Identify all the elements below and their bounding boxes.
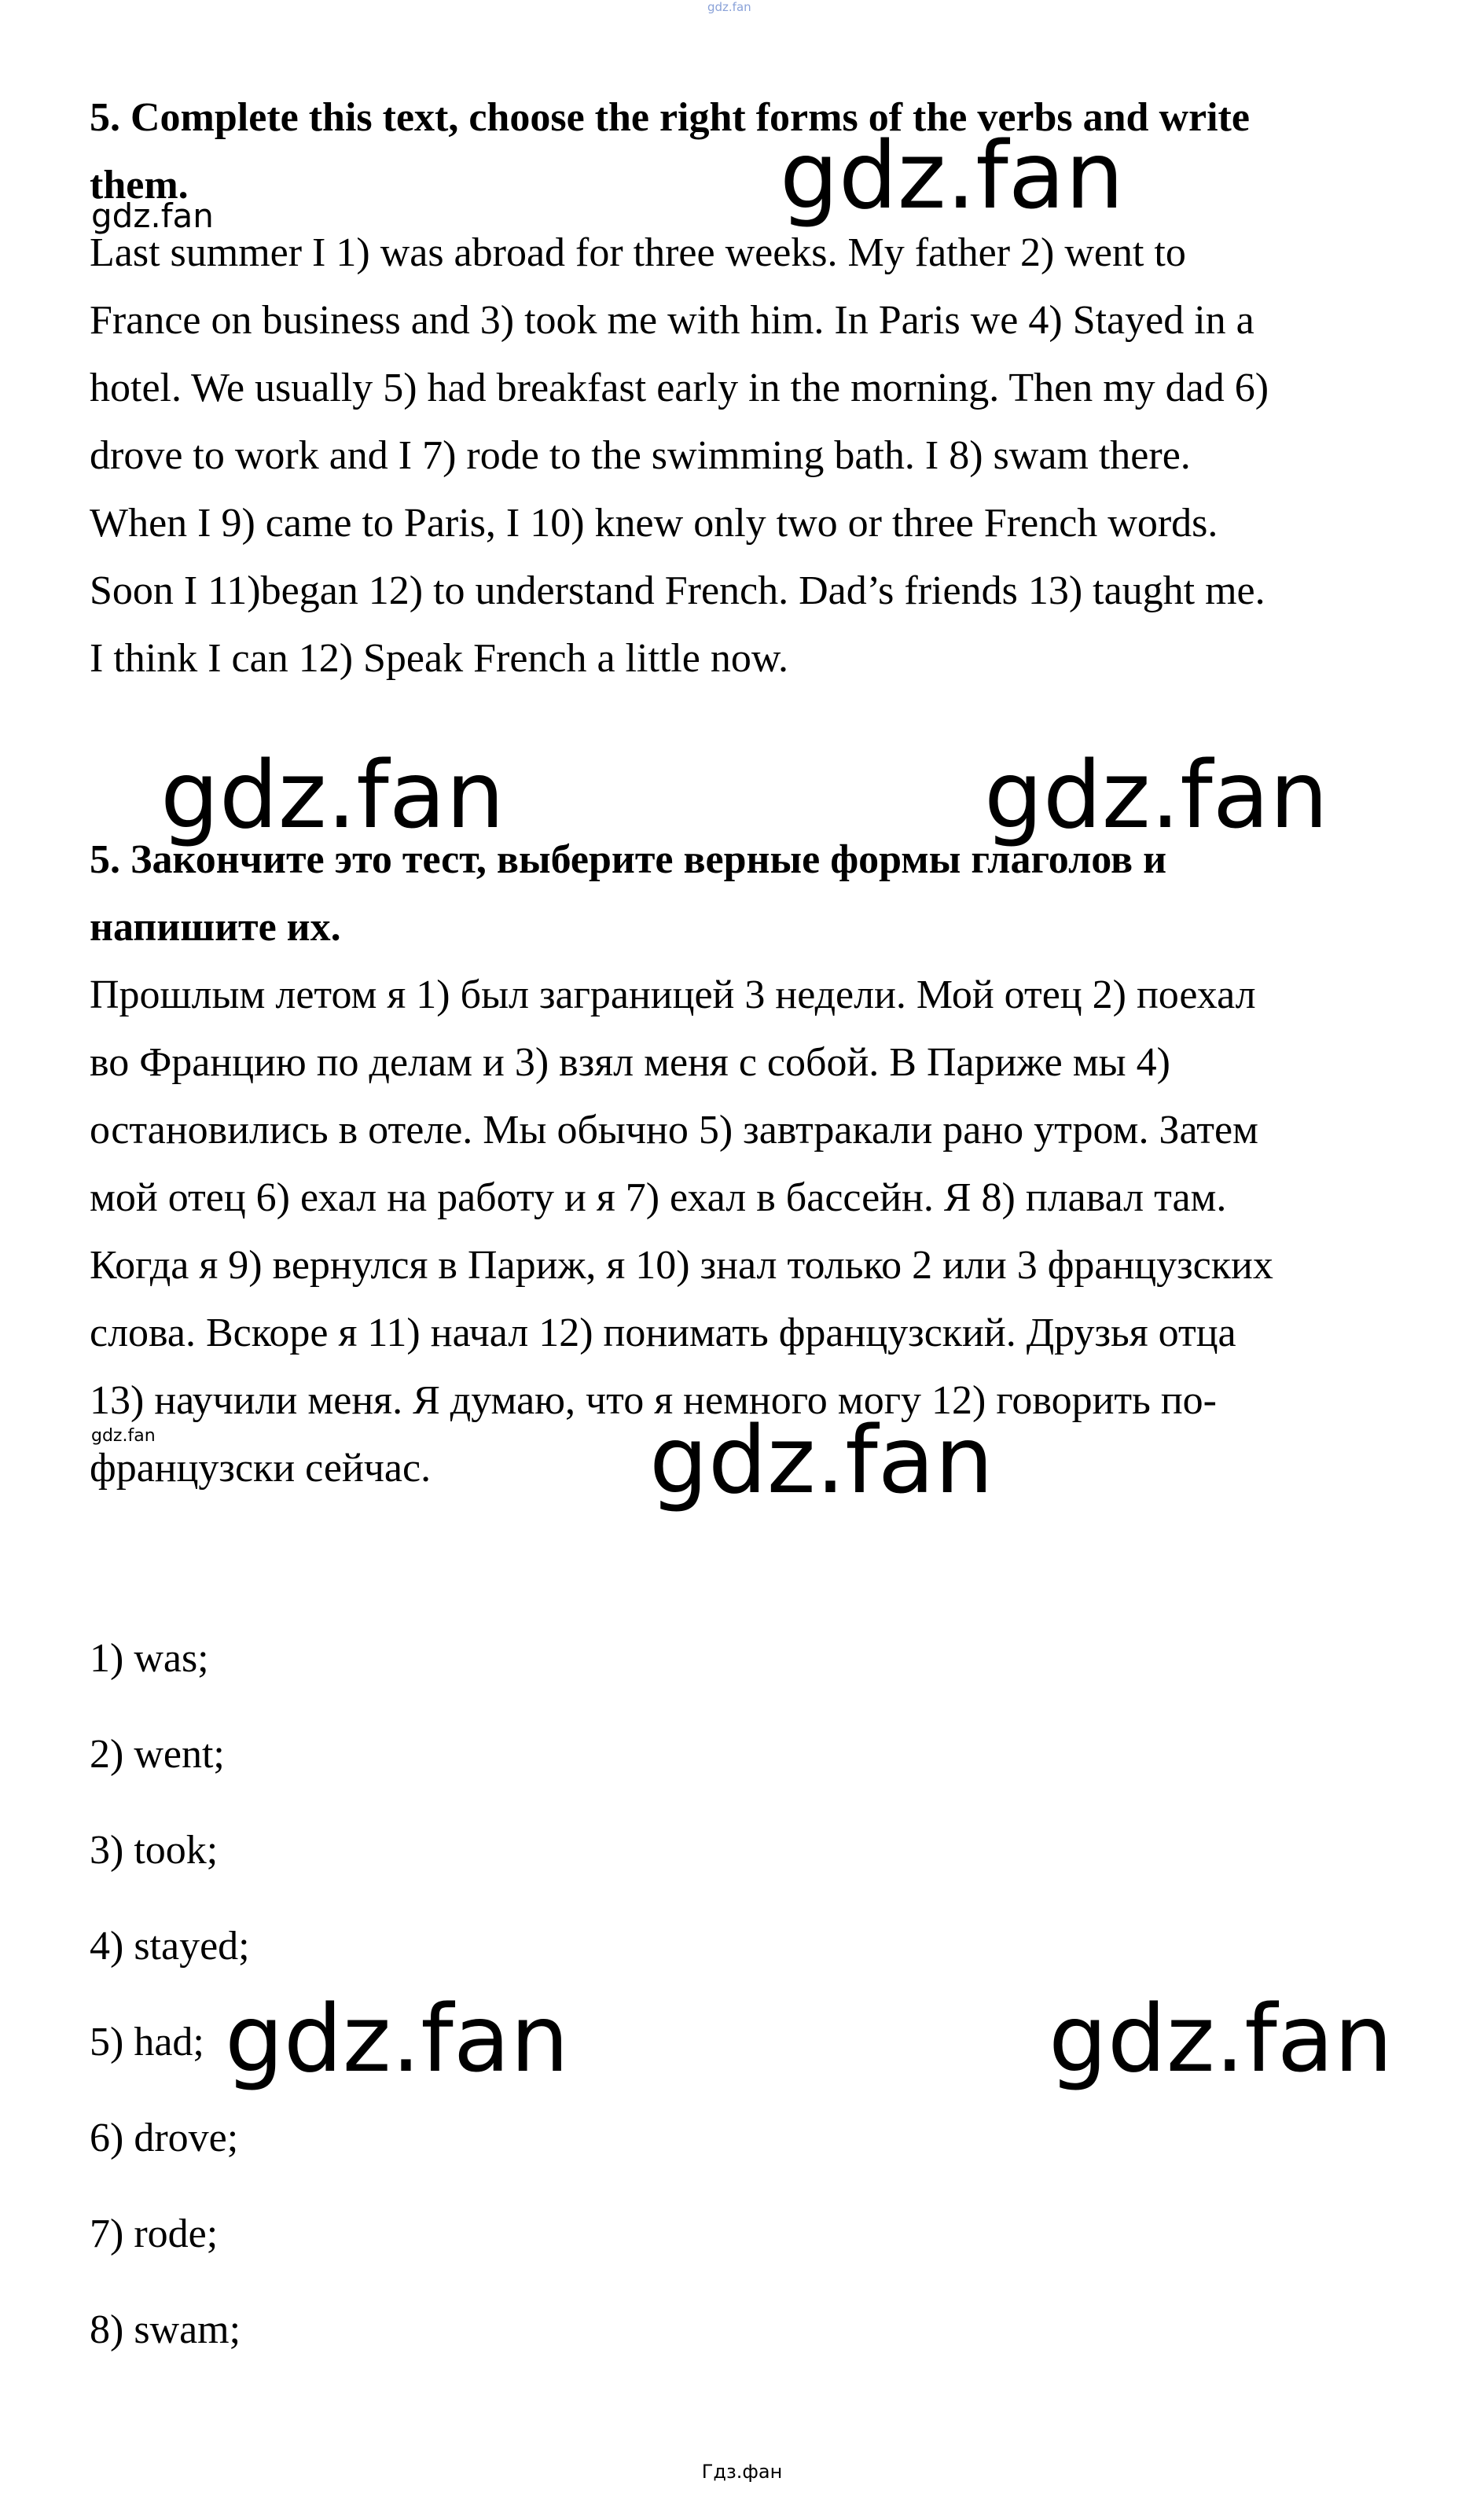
english-body-line-5: When I 9) came to Paris, I 10) knew only two or three French words. — [90, 501, 1218, 546]
russian-body-line-4: мой отец 6) ехал на работу и я 7) ехал в бассейн. Я 8) плавал там. — [90, 1175, 1227, 1220]
russian-body-line-5: Когда я 9) вернулся в Париж, я 10) знал только 2 или 3 французских — [90, 1243, 1273, 1288]
answer-item: 8) swam; — [90, 2307, 241, 2352]
answer-item: 7) rode; — [90, 2211, 219, 2256]
english-body-line-3: hotel. We usually 5) had breakfast early in the morning. Then my dad 6) — [90, 366, 1269, 410]
english-body-line-7: I think I can 12) Speak French a little now. — [90, 636, 789, 681]
russian-body-line-1: Прошлым летом я 1) был заграницей 3 недели. Мой отец 2) поехал — [90, 972, 1256, 1017]
russian-title-line-1: 5. Закончите это тест, выберите верные формы глаголов и — [90, 837, 1167, 882]
watermark: gdz.fan — [780, 121, 1124, 230]
watermark: gdz.fan — [649, 1406, 994, 1514]
answer-item: 2) went; — [90, 1732, 225, 1777]
watermark-tiny: gdz.fan — [91, 1426, 156, 1446]
russian-body-line-3: остановились в отеле. Мы обычно 5) завтракали рано утром. Затем — [90, 1108, 1258, 1153]
russian-body-line-8: французски сейчас. — [90, 1446, 432, 1491]
watermark-small: gdz.fan — [91, 197, 214, 235]
answer-item: 4) stayed; — [90, 1924, 250, 1969]
watermark: gdz.fan — [1049, 1984, 1393, 2093]
english-body-line-6: Soon I 11)began 12) to understand French. Dad’s friends 13) taught me. — [90, 568, 1265, 613]
russian-body-line-2: во Францию по делам и 3) взял меня с собой. В Париже мы 4) — [90, 1040, 1170, 1085]
watermark-top: gdz.fan — [707, 0, 751, 14]
english-title-line-1: 5. Complete this text, choose the right forms of the verbs and write — [90, 95, 1250, 140]
answer-item: 5) had; — [90, 2020, 204, 2064]
watermark: gdz.fan — [160, 741, 505, 849]
russian-title-line-2: напишите их. — [90, 905, 341, 950]
english-body-line-4: drove to work and I 7) rode to the swimming bath. I 8) swam there. — [90, 433, 1191, 478]
watermark: gdz.fan — [984, 741, 1328, 849]
russian-body-line-6: слова. Вскоре я 11) начал 12) понимать французский. Друзья отца — [90, 1311, 1236, 1355]
watermark: gdz.fan — [225, 1984, 569, 2093]
english-title-line-2: them. — [90, 163, 189, 208]
answer-item: 3) took; — [90, 1828, 219, 1873]
answer-item: 6) drove; — [90, 2116, 239, 2160]
english-body-line-2: France on business and 3) took me with him. In Paris we 4) Stayed in a — [90, 298, 1254, 343]
english-body-line-1: Last summer I 1) was abroad for three weeks. My father 2) went to — [90, 230, 1186, 275]
russian-body-line-7: 13) научили меня. Я думаю, что я немного могу 12) говорить по- — [90, 1378, 1217, 1423]
answer-item: 1) was; — [90, 1636, 209, 1681]
footer-watermark: Гдз.фан — [701, 2461, 783, 2483]
